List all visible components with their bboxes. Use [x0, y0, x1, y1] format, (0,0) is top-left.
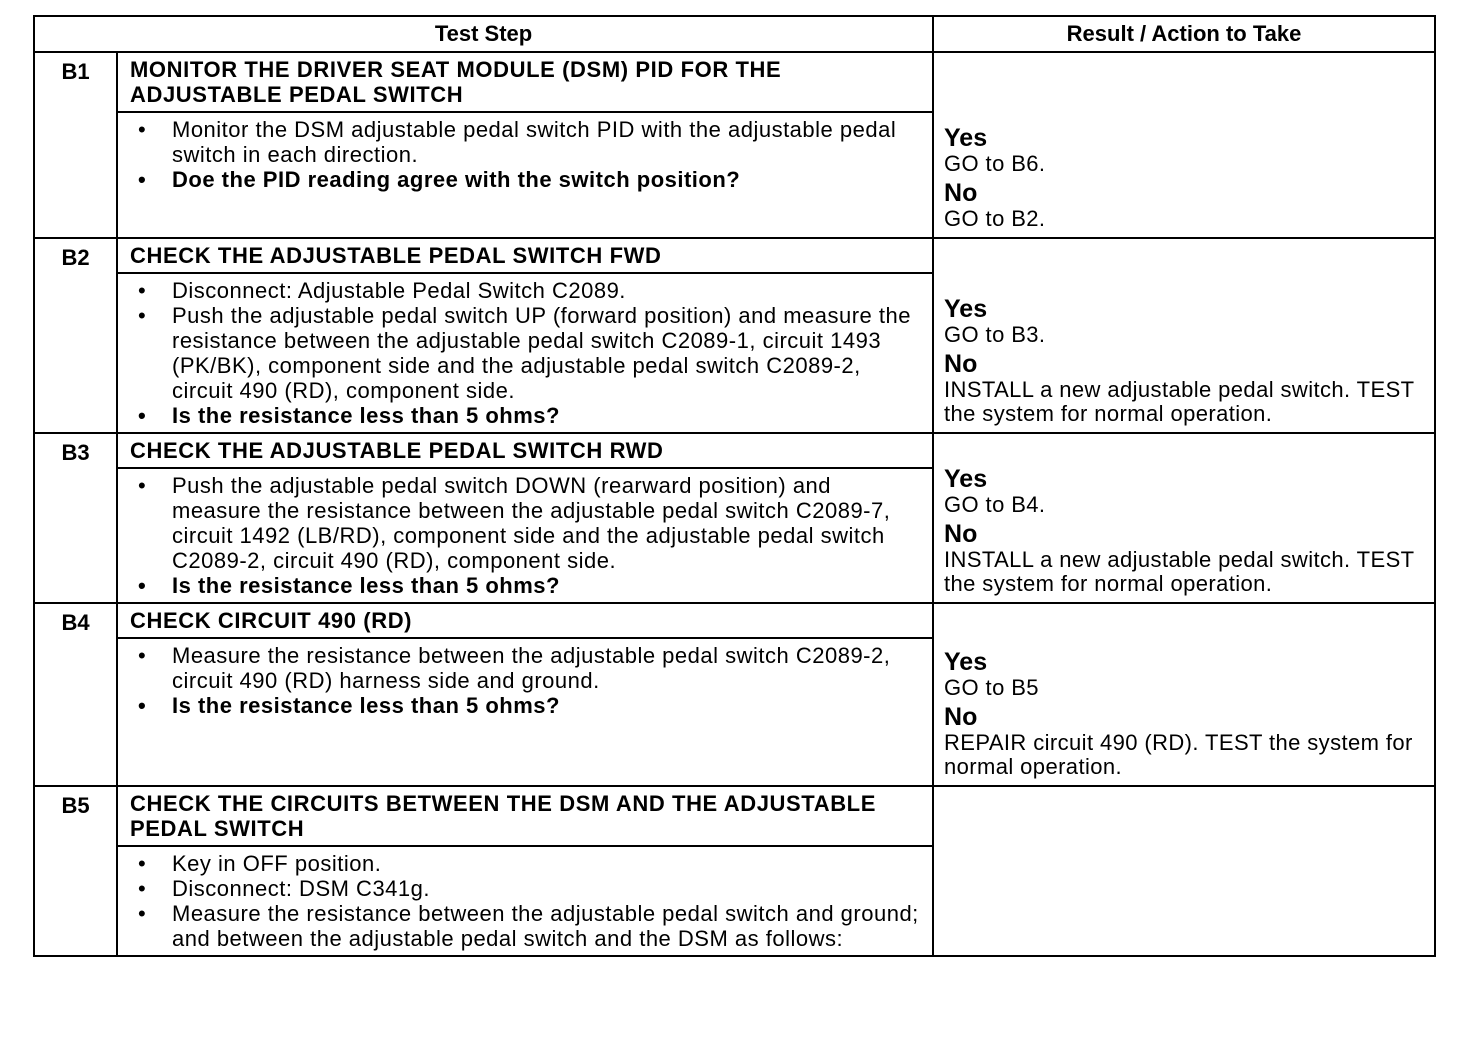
- no-label: No: [944, 703, 978, 731]
- step-instructions: [117, 273, 933, 433]
- instruction-item: • Key in OFF position.: [138, 851, 382, 876]
- step-title: CHECK THE CIRCUITS BETWEEN THE DSM AND THE ADJUSTABLE PEDAL SWITCH: [117, 786, 933, 846]
- yes-label: Yes: [944, 465, 988, 493]
- no-action: INSTALL a new adjustable pedal switch. TEST the system for normal operation.: [944, 377, 1415, 426]
- yes-action: GO to B4.: [944, 492, 1046, 517]
- header-result-action: Result / Action to Take: [933, 16, 1435, 52]
- step-id: B3: [34, 433, 117, 603]
- step-title: CHECK THE ADJUSTABLE PEDAL SWITCH RWD: [117, 433, 933, 468]
- no-label: No: [944, 179, 978, 207]
- instruction-item: • Disconnect: Adjustable Pedal Switch C2089.: [138, 278, 626, 303]
- yes-action: GO to B6.: [944, 151, 1046, 176]
- no-label: No: [944, 520, 978, 548]
- step-title: CHECK THE ADJUSTABLE PEDAL SWITCH FWD: [117, 238, 933, 273]
- step-result: [933, 433, 1435, 603]
- instruction-item: • Measure the resistance between the adjustable pedal switch C2089-2, circuit 490 (RD) harness side and ground.: [138, 643, 891, 693]
- instruction-question: • Is the resistance less than 5 ohms?: [138, 573, 560, 598]
- no-action: REPAIR circuit 490 (RD). TEST the system for normal operation.: [944, 730, 1413, 779]
- step-instructions: [117, 468, 933, 603]
- step-title: MONITOR THE DRIVER SEAT MODULE (DSM) PID FOR THE ADJUSTABLE PEDAL SWITCH: [117, 52, 933, 112]
- yes-action: GO to B3.: [944, 322, 1046, 347]
- yes-label: Yes: [944, 124, 988, 152]
- instruction-item: • Disconnect: DSM C341g.: [138, 876, 430, 901]
- header-test-step: Test Step: [34, 16, 933, 52]
- step-id: B1: [34, 52, 117, 238]
- table-header-row: [34, 16, 1435, 52]
- instruction-item: • Push the adjustable pedal switch UP (forward position) and measure the resistance between the adjustable pedal switch C2089-1, circuit 1493 (PK/BK), component side and the adjustable pedal switch C2089-2, circuit 490 (RD), component side.: [138, 303, 911, 403]
- instruction-question: • Doe the PID reading agree with the switch position?: [138, 167, 741, 192]
- step-id: B4: [34, 603, 117, 786]
- yes-action: GO to B5: [944, 675, 1039, 700]
- step-result: [933, 52, 1435, 238]
- step-title-row: [34, 52, 1435, 112]
- step-id: B5: [34, 786, 117, 956]
- step-result: [933, 603, 1435, 786]
- step-title-row: [34, 433, 1435, 468]
- no-action: INSTALL a new adjustable pedal switch. TEST the system for normal operation.: [944, 547, 1415, 596]
- step-result-empty: [933, 786, 1435, 956]
- step-title-row: [34, 603, 1435, 638]
- instruction-item: • Monitor the DSM adjustable pedal switch PID with the adjustable pedal switch in each direction.: [138, 117, 897, 167]
- step-instructions: [117, 638, 933, 786]
- instruction-question: • Is the resistance less than 5 ohms?: [138, 693, 560, 718]
- no-label: No: [944, 350, 978, 378]
- instruction-question: • Is the resistance less than 5 ohms?: [138, 403, 560, 428]
- diagnostic-test-table: [33, 15, 1436, 957]
- yes-label: Yes: [944, 648, 988, 676]
- step-id: B2: [34, 238, 117, 433]
- no-action: GO to B2.: [944, 206, 1046, 231]
- step-title-row: [34, 238, 1435, 273]
- step-instructions: [117, 846, 933, 956]
- step-title: CHECK CIRCUIT 490 (RD): [117, 603, 933, 638]
- step-title-row: [34, 786, 1435, 846]
- instruction-item: • Measure the resistance between the adjustable pedal switch and ground; and between the adjustable pedal switch and the DSM as follows:: [138, 901, 919, 951]
- instruction-item: • Push the adjustable pedal switch DOWN (rearward position) and measure the resistance between the adjustable pedal switch C2089-7, circuit 1492 (LB/RD), component side and the adjustable pedal switch C2089-2, circuit 490 (RD), component side.: [138, 473, 891, 573]
- step-instructions: [117, 112, 933, 238]
- yes-label: Yes: [944, 295, 988, 323]
- step-result: [933, 238, 1435, 433]
